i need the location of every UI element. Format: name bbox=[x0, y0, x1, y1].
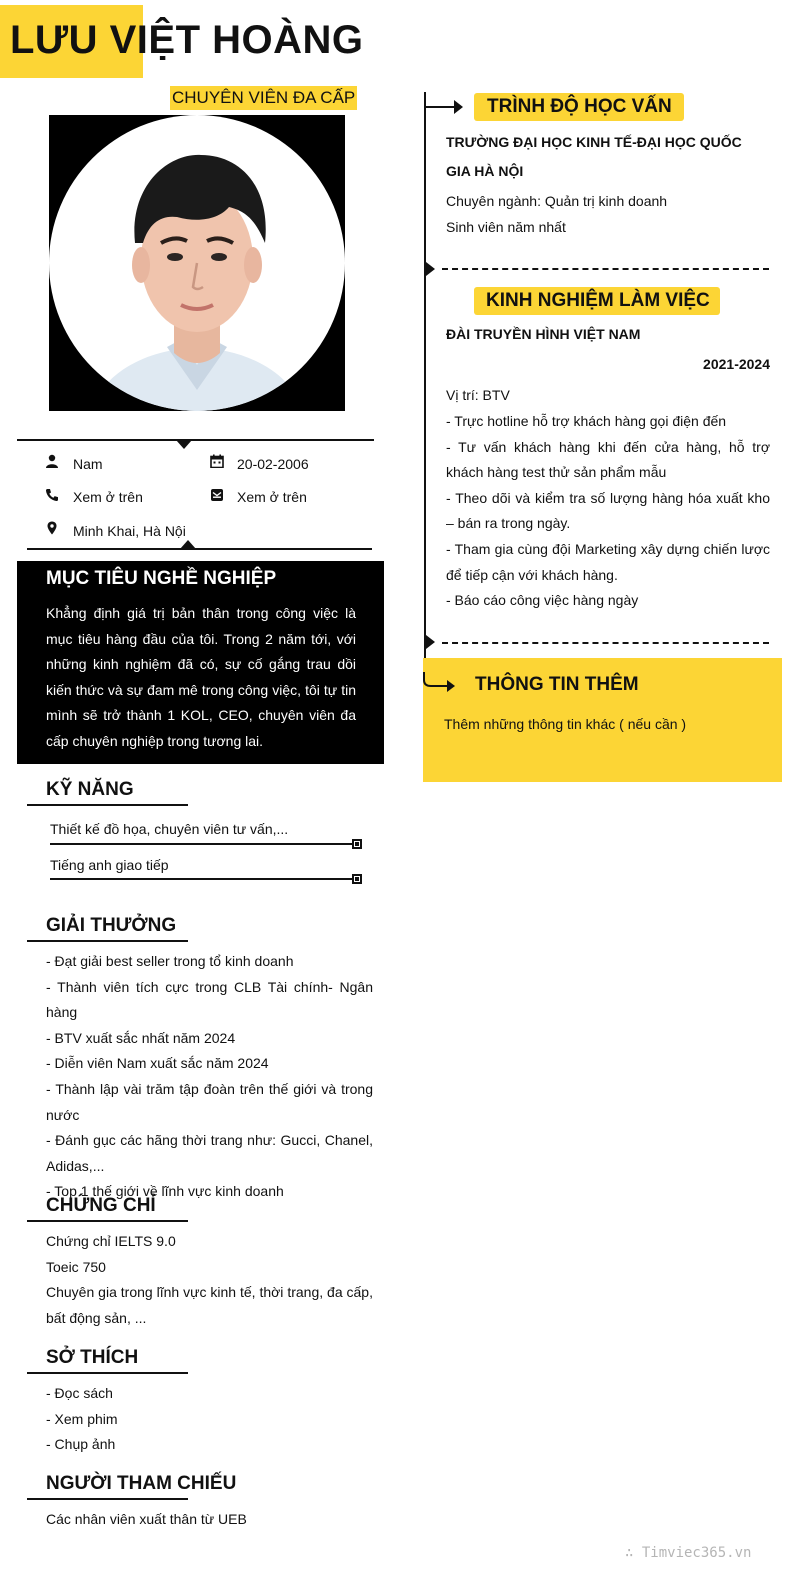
watermark: ∴ Timviec365.vn bbox=[625, 1545, 752, 1561]
skills-heading: KỸ NĂNG bbox=[46, 779, 134, 800]
experience-heading: KINH NGHIỆM LÀM VIỆC bbox=[486, 290, 710, 311]
contact-phone: Xem ở trên bbox=[73, 489, 143, 505]
skill-level-knob bbox=[352, 839, 362, 849]
awards-heading-underline bbox=[27, 940, 188, 942]
list-item: - Báo cáo công việc hàng ngày bbox=[446, 592, 639, 609]
contact-gender: Nam bbox=[73, 456, 103, 472]
skills-heading-underline bbox=[27, 804, 188, 806]
skill-level-knob bbox=[352, 874, 362, 884]
list-item: - Đọc sách bbox=[46, 1385, 113, 1401]
timeline-arrow-icon bbox=[454, 100, 463, 114]
education-heading: TRÌNH ĐỘ HỌC VẤN bbox=[487, 96, 672, 117]
extra-info-text: Thêm những thông tin khác ( nếu cần ) bbox=[444, 716, 687, 732]
phone-icon bbox=[45, 488, 59, 502]
user-icon bbox=[45, 454, 59, 468]
education-major: Chuyên ngành: Quản trị kinh doanh bbox=[446, 193, 668, 209]
timeline-marker-icon bbox=[426, 635, 435, 649]
list-item: Chuyên gia trong lĩnh vực kinh tế, thời trang, đa cấp, bất động sản, ... bbox=[46, 1284, 373, 1326]
contact-divider-top bbox=[17, 439, 374, 441]
avatar-photo bbox=[49, 115, 345, 411]
list-item: - Trực hotline hỗ trợ khách hàng gọi điện đến bbox=[446, 413, 727, 429]
hobbies-heading-underline bbox=[27, 1372, 188, 1374]
contact-address: Minh Khai, Hà Nội bbox=[73, 523, 186, 539]
references-text: Các nhân viên xuất thân từ UEB bbox=[46, 1511, 247, 1527]
divider-triangle-up bbox=[180, 540, 196, 549]
calendar-icon bbox=[210, 454, 224, 468]
timeline-marker-icon bbox=[426, 262, 435, 276]
list-item: - Tham gia cùng đội Marketing xây dựng chiến lược để tiếp cận với khách hàng. bbox=[446, 540, 770, 583]
list-item: - Chụp ảnh bbox=[46, 1436, 116, 1453]
map-pin-icon bbox=[45, 521, 59, 535]
contact-divider-bottom bbox=[27, 548, 372, 550]
experience-duties-list bbox=[446, 409, 770, 614]
list-item: Toeic 750 bbox=[46, 1258, 106, 1275]
hobbies-list bbox=[46, 1381, 373, 1458]
awards-heading: GIẢI THƯỞNG bbox=[46, 915, 177, 936]
extra-info-heading: THÔNG TIN THÊM bbox=[475, 674, 639, 695]
list-item: - BTV xuất sắc nhất năm 2024 bbox=[46, 1029, 236, 1046]
list-item: - Thành lập vài trăm tập đoàn trên thế giới và trong nước bbox=[46, 1080, 373, 1123]
experience-period: 2021-2024 bbox=[703, 356, 770, 372]
references-heading: NGƯỜI THAM CHIẾU bbox=[46, 1473, 237, 1494]
contact-email: Xem ở trên bbox=[237, 489, 307, 505]
section-divider bbox=[442, 642, 769, 644]
experience-position: Vị trí: BTV bbox=[446, 387, 510, 403]
avatar bbox=[49, 115, 345, 411]
education-school: TRƯỜNG ĐẠI HỌC KINH TẾ-ĐẠI HỌC QUỐC GIA HÀ NỘI bbox=[446, 134, 742, 179]
timeline-arrow-line bbox=[424, 106, 454, 108]
email-icon bbox=[210, 488, 224, 502]
hobbies-heading: SỞ THÍCH bbox=[46, 1347, 139, 1368]
skill-bar bbox=[50, 878, 358, 880]
experience-company: ĐÀI TRUYỀN HÌNH VIỆT NAM bbox=[446, 326, 641, 342]
list-item: - Theo dõi và kiểm tra số lượng hàng hóa xuất kho – bán ra trong ngày. bbox=[446, 489, 770, 532]
skill-bar bbox=[50, 843, 358, 845]
list-item: - Thành viên tích cực trong CLB Tài chính- Ngân hàng bbox=[46, 978, 373, 1021]
portrait-illustration bbox=[49, 115, 345, 411]
references-heading-underline bbox=[27, 1498, 188, 1500]
contact-birthday: 20-02-2006 bbox=[237, 456, 309, 472]
objective-text: Khẳng định giá trị bản thân trong công việc là mục tiêu hàng đầu của tôi. Trong 2 năm tới, với những kinh nghiệm đã có, sự cố gắng trau dồi kiến thức và sự đam mê trong công việc, tôi tự tin mình sẽ trở thành 1 KOL, CEO, chuyên viên đa cấp chuyên nghiệp trong tương lai. bbox=[46, 605, 356, 749]
skill-label: Tiếng anh giao tiếp bbox=[50, 857, 169, 873]
list-item: - Tư vấn khách hàng khi đến cửa hàng, hỗ trợ khách hàng test thử sản phẩm mẫu bbox=[446, 438, 770, 481]
job-title: CHUYÊN VIÊN ĐA CẤP bbox=[170, 86, 357, 110]
certificates-heading-underline bbox=[27, 1220, 188, 1222]
curved-arrow-icon bbox=[421, 672, 457, 696]
list-item: - Top 1 thế giới về lĩnh vực kinh doanh bbox=[46, 1183, 284, 1200]
section-divider bbox=[442, 268, 769, 270]
timeline-line bbox=[424, 92, 426, 687]
list-item: - Xem phim bbox=[46, 1410, 118, 1427]
skill-label: Thiết kế đồ họa, chuyên viên tư vấn,... bbox=[50, 821, 289, 837]
career-objective-section bbox=[17, 561, 384, 764]
list-item: - Đánh gục các hãng thời trang như: Gucci, Chanel, Adidas,... bbox=[46, 1132, 373, 1174]
awards-list bbox=[46, 949, 373, 1205]
certificates-heading: CHỨNG CHỈ bbox=[46, 1195, 156, 1216]
divider-triangle-down bbox=[176, 440, 192, 449]
list-item: - Diễn viên Nam xuất sắc năm 2024 bbox=[46, 1055, 269, 1072]
certificates-list bbox=[46, 1229, 373, 1331]
list-item: Chứng chỉ IELTS 9.0 bbox=[46, 1233, 176, 1249]
education-status: Sinh viên năm nhất bbox=[446, 219, 566, 235]
candidate-name: LƯU VIỆT HOÀNG bbox=[10, 18, 364, 62]
list-item: - Đạt giải best seller trong tổ kinh doanh bbox=[46, 953, 294, 969]
objective-heading: MỤC TIÊU NGHỀ NGHIỆP bbox=[46, 568, 277, 589]
